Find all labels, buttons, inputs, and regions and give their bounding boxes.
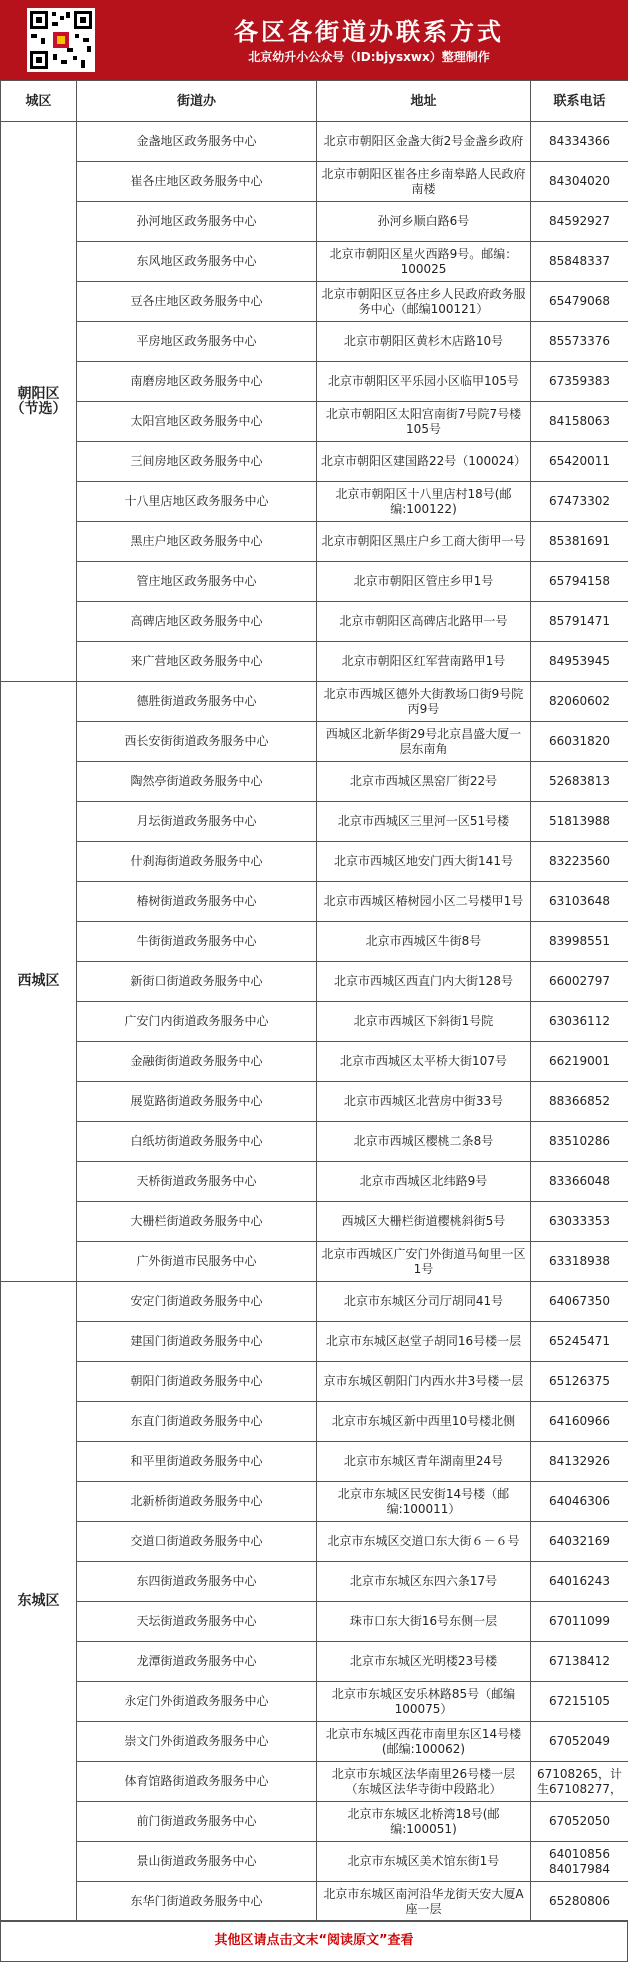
table-row — [1, 1162, 628, 1202]
address-cell: 北京市朝阳区建国路22号（100024） — [317, 442, 531, 482]
address-cell: 珠市口东大街16号东侧一层 — [317, 1602, 531, 1642]
office-cell: 天坛街道政务服务中心 — [77, 1602, 317, 1642]
address-cell: 北京市西城区椿树园小区二号楼甲1号 — [317, 882, 531, 922]
office-cell: 和平里街道政务服务中心 — [77, 1442, 317, 1482]
footer-note: 其他区请点击文末“阅读原文”查看 — [0, 1920, 628, 1962]
table-row — [1, 562, 628, 602]
office-cell: 豆各庄地区政务服务中心 — [77, 282, 317, 322]
address-cell: 北京市东城区安乐林路85号（邮编100075） — [317, 1682, 531, 1722]
table-row — [1, 242, 628, 282]
phone-cell: 51813988 — [531, 802, 628, 842]
phone-cell: 67052049 — [531, 1722, 628, 1762]
table-row — [1, 722, 628, 762]
office-cell: 建国门街道政务服务中心 — [77, 1322, 317, 1362]
table-row — [1, 1642, 628, 1682]
address-cell: 北京市西城区樱桃二条8号 — [317, 1122, 531, 1162]
district-name-cell: 东城区 — [1, 1282, 77, 1922]
qr-code-icon — [27, 8, 95, 72]
office-cell: 景山街道政务服务中心 — [77, 1842, 317, 1882]
phone-cell: 83366048 — [531, 1162, 628, 1202]
address-cell: 北京市东城区法华南里26号楼一层（东城区法华寺街中段路北） — [317, 1762, 531, 1802]
phone-cell: 84592927 — [531, 202, 628, 242]
office-cell: 黑庄户地区政务服务中心 — [77, 522, 317, 562]
address-cell: 北京市东城区分司厅胡同41号 — [317, 1282, 531, 1322]
table-row — [1, 442, 628, 482]
office-cell: 白纸坊街道政务服务中心 — [77, 1122, 317, 1162]
office-cell: 东四街道政务服务中心 — [77, 1562, 317, 1602]
address-cell: 北京市朝阳区高碑店北路甲一号 — [317, 602, 531, 642]
table-row — [1, 202, 628, 242]
table-row — [1, 1682, 628, 1722]
table-row — [1, 1402, 628, 1442]
address-cell: 北京市朝阳区金盏大街2号金盏乡政府 — [317, 122, 531, 162]
phone-cell: 84304020 — [531, 162, 628, 202]
table-row — [1, 922, 628, 962]
phone-cell: 67138412 — [531, 1642, 628, 1682]
phone-cell: 65245471 — [531, 1322, 628, 1362]
office-cell: 金盏地区政务服务中心 — [77, 122, 317, 162]
office-cell: 金融街街道政务服务中心 — [77, 1042, 317, 1082]
office-cell: 永定门外街道政务服务中心 — [77, 1682, 317, 1722]
phone-cell: 65420011 — [531, 442, 628, 482]
address-cell: 北京市东城区西花市南里东区14号楼(邮编:100062) — [317, 1722, 531, 1762]
address-cell: 北京市朝阳区豆各庄乡人民政府政务服务中心（邮编100121） — [317, 282, 531, 322]
table-row — [1, 1362, 628, 1402]
office-cell: 大栅栏街道政务服务中心 — [77, 1202, 317, 1242]
table-row — [1, 842, 628, 882]
office-cell: 来广营地区政务服务中心 — [77, 642, 317, 682]
phone-cell: 64032169 — [531, 1522, 628, 1562]
phone-cell: 63033353 — [531, 1202, 628, 1242]
address-cell: 北京市朝阳区黑庄户乡工商大街甲一号 — [317, 522, 531, 562]
table-row — [1, 962, 628, 1002]
office-cell: 高碑店地区政务服务中心 — [77, 602, 317, 642]
office-cell: 东直门街道政务服务中心 — [77, 1402, 317, 1442]
table-row — [1, 282, 628, 322]
office-cell: 椿树街道政务服务中心 — [77, 882, 317, 922]
table-row — [1, 322, 628, 362]
table-row — [1, 1802, 628, 1842]
table-row — [1, 1602, 628, 1642]
table-row — [1, 1562, 628, 1602]
table-row — [1, 1762, 628, 1802]
address-cell: 北京市朝阳区管庄乡甲1号 — [317, 562, 531, 602]
address-cell: 京市东城区朝阳门内西水井3号楼一层 — [317, 1362, 531, 1402]
table-row — [1, 1202, 628, 1242]
phone-cell: 84334366 — [531, 122, 628, 162]
column-header-phone: 联系电话 — [531, 81, 628, 122]
office-cell: 十八里店地区政务服务中心 — [77, 482, 317, 522]
address-cell: 北京市东城区光明楼23号楼 — [317, 1642, 531, 1682]
address-cell: 北京市东城区新中西里10号楼北侧 — [317, 1402, 531, 1442]
office-cell: 南磨房地区政务服务中心 — [77, 362, 317, 402]
phone-cell: 67052050 — [531, 1802, 628, 1842]
phone-cell: 65479068 — [531, 282, 628, 322]
header-banner — [0, 0, 628, 80]
phone-cell: 67108265，计生67108277， — [531, 1762, 628, 1802]
phone-cell: 63036112 — [531, 1002, 628, 1042]
address-cell: 北京市东城区东四六条17号 — [317, 1562, 531, 1602]
phone-cell: 64160966 — [531, 1402, 628, 1442]
address-cell: 北京市东城区北桥湾18号(邮编:100051) — [317, 1802, 531, 1842]
phone-cell: 82060602 — [531, 682, 628, 722]
office-cell: 北新桥街道政务服务中心 — [77, 1482, 317, 1522]
table-row — [1, 522, 628, 562]
office-cell: 牛街街道政务服务中心 — [77, 922, 317, 962]
table-row — [1, 1122, 628, 1162]
page-subtitle: 北京幼升小公众号（ID:bjysxwx）整理制作 — [248, 50, 490, 64]
office-cell: 天桥街道政务服务中心 — [77, 1162, 317, 1202]
district-name-cell: 西城区 — [1, 682, 77, 1282]
phone-cell: 83223560 — [531, 842, 628, 882]
phone-cell: 88366852 — [531, 1082, 628, 1122]
table-row — [1, 1242, 628, 1282]
address-cell: 北京市朝阳区黄杉木店路10号 — [317, 322, 531, 362]
address-cell: 北京市东城区青年湖南里24号 — [317, 1442, 531, 1482]
address-cell: 北京市西城区下斜街1号院 — [317, 1002, 531, 1042]
phone-cell: 85381691 — [531, 522, 628, 562]
table-row — [1, 762, 628, 802]
phone-cell: 84132926 — [531, 1442, 628, 1482]
address-cell: 北京市西城区广安门外街道马甸里一区1号 — [317, 1242, 531, 1282]
phone-cell: 64016243 — [531, 1562, 628, 1602]
address-cell: 北京市朝阳区星火西路9号。邮编：100025 — [317, 242, 531, 282]
phone-cell: 84158063 — [531, 402, 628, 442]
table-row — [1, 402, 628, 442]
office-cell: 广安门内街道政务服务中心 — [77, 1002, 317, 1042]
office-cell: 崇文门外街道政务服务中心 — [77, 1722, 317, 1762]
office-cell: 体育馆路街道政务服务中心 — [77, 1762, 317, 1802]
phone-cell: 63318938 — [531, 1242, 628, 1282]
office-cell: 新街口街道政务服务中心 — [77, 962, 317, 1002]
phone-cell: 67473302 — [531, 482, 628, 522]
address-cell: 北京市西城区德外大街教场口街9号院丙9号 — [317, 682, 531, 722]
table-row — [1, 642, 628, 682]
table-row — [1, 1722, 628, 1762]
phone-cell: 64046306 — [531, 1482, 628, 1522]
table-row — [1, 882, 628, 922]
table-row — [1, 1442, 628, 1482]
phone-cell: 83998551 — [531, 922, 628, 962]
phone-cell: 85791471 — [531, 602, 628, 642]
address-cell: 北京市朝阳区十八里店村18号(邮编:100122) — [317, 482, 531, 522]
phone-cell: 65280806 — [531, 1882, 628, 1922]
table-body — [1, 122, 628, 1922]
phone-cell: 64010856 84017984 — [531, 1842, 628, 1882]
address-cell: 西城区大栅栏街道樱桃斜街5号 — [317, 1202, 531, 1242]
phone-cell: 67011099 — [531, 1602, 628, 1642]
contact-table — [0, 80, 628, 1922]
office-cell: 月坛街道政务服务中心 — [77, 802, 317, 842]
table-header-row — [1, 81, 628, 122]
office-cell: 西长安街街道政务服务中心 — [77, 722, 317, 762]
address-cell: 北京市朝阳区崔各庄乡南皋路人民政府南楼 — [317, 162, 531, 202]
address-cell: 北京市东城区美术馆东街1号 — [317, 1842, 531, 1882]
phone-cell: 65126375 — [531, 1362, 628, 1402]
office-cell: 展览路街道政务服务中心 — [77, 1082, 317, 1122]
address-cell: 北京市朝阳区红军营南路甲1号 — [317, 642, 531, 682]
address-cell: 北京市西城区三里河一区51号楼 — [317, 802, 531, 842]
column-header-district: 城区 — [1, 81, 77, 122]
office-cell: 太阳宫地区政务服务中心 — [77, 402, 317, 442]
address-cell: 北京市朝阳区太阳宫南街7号院7号楼105号 — [317, 402, 531, 442]
address-cell: 北京市西城区北纬路9号 — [317, 1162, 531, 1202]
address-cell: 北京市西城区北营房中街33号 — [317, 1082, 531, 1122]
address-cell: 西城区北新华街29号北京昌盛大厦一层东南角 — [317, 722, 531, 762]
address-cell: 北京市西城区太平桥大街107号 — [317, 1042, 531, 1082]
phone-cell: 66002797 — [531, 962, 628, 1002]
office-cell: 崔各庄地区政务服务中心 — [77, 162, 317, 202]
table-row — [1, 1842, 628, 1882]
office-cell: 德胜街道政务服务中心 — [77, 682, 317, 722]
table-row — [1, 1002, 628, 1042]
table-row — [1, 1082, 628, 1122]
table-row — [1, 362, 628, 402]
phone-cell: 85848337 — [531, 242, 628, 282]
phone-cell: 52683813 — [531, 762, 628, 802]
phone-cell: 83510286 — [531, 1122, 628, 1162]
office-cell: 前门街道政务服务中心 — [77, 1802, 317, 1842]
column-header-office: 街道办 — [77, 81, 317, 122]
address-cell: 北京市东城区民安街14号楼（邮编:100011） — [317, 1482, 531, 1522]
table-row — [1, 1482, 628, 1522]
office-cell: 交道口街道政务服务中心 — [77, 1522, 317, 1562]
office-cell: 什刹海街道政务服务中心 — [77, 842, 317, 882]
office-cell: 东风地区政务服务中心 — [77, 242, 317, 282]
table-row — [1, 682, 628, 722]
table-row — [1, 122, 628, 162]
qr-code — [27, 8, 95, 72]
phone-cell: 64067350 — [531, 1282, 628, 1322]
table-row — [1, 602, 628, 642]
office-cell: 平房地区政务服务中心 — [77, 322, 317, 362]
phone-cell: 67359383 — [531, 362, 628, 402]
address-cell: 北京市西城区西直门内大街128号 — [317, 962, 531, 1002]
address-cell: 北京市东城区赵堂子胡同16号楼一层 — [317, 1322, 531, 1362]
page-title: 各区各街道办联系方式 — [234, 18, 504, 46]
table-row — [1, 1522, 628, 1562]
office-cell: 龙潭街道政务服务中心 — [77, 1642, 317, 1682]
district-name-cell: 朝阳区 （节选） — [1, 122, 77, 682]
phone-cell: 63103648 — [531, 882, 628, 922]
table-row — [1, 1322, 628, 1362]
office-cell: 孙河地区政务服务中心 — [77, 202, 317, 242]
column-header-address: 地址 — [317, 81, 531, 122]
office-cell: 广外街道市民服务中心 — [77, 1242, 317, 1282]
address-cell: 北京市西城区牛街8号 — [317, 922, 531, 962]
phone-cell: 85573376 — [531, 322, 628, 362]
office-cell: 东华门街道政务服务中心 — [77, 1882, 317, 1922]
phone-cell: 66031820 — [531, 722, 628, 762]
table-row — [1, 1042, 628, 1082]
address-cell: 北京市朝阳区平乐园小区临甲105号 — [317, 362, 531, 402]
office-cell: 陶然亭街道政务服务中心 — [77, 762, 317, 802]
phone-cell: 65794158 — [531, 562, 628, 602]
table-row — [1, 1282, 628, 1322]
address-cell: 北京市东城区交道口东大街６－６号 — [317, 1522, 531, 1562]
office-cell: 管庄地区政务服务中心 — [77, 562, 317, 602]
table-row — [1, 802, 628, 842]
office-cell: 朝阳门街道政务服务中心 — [77, 1362, 317, 1402]
address-cell: 北京市东城区南河沿华龙街天安大厦A座一层 — [317, 1882, 531, 1922]
table-row — [1, 1882, 628, 1922]
table-row — [1, 482, 628, 522]
phone-cell: 67215105 — [531, 1682, 628, 1722]
table-row — [1, 162, 628, 202]
address-cell: 北京市西城区地安门西大街141号 — [317, 842, 531, 882]
phone-cell: 84953945 — [531, 642, 628, 682]
office-cell: 三间房地区政务服务中心 — [77, 442, 317, 482]
phone-cell: 66219001 — [531, 1042, 628, 1082]
address-cell: 孙河乡顺白路6号 — [317, 202, 531, 242]
address-cell: 北京市西城区黑窑厂街22号 — [317, 762, 531, 802]
office-cell: 安定门街道政务服务中心 — [77, 1282, 317, 1322]
